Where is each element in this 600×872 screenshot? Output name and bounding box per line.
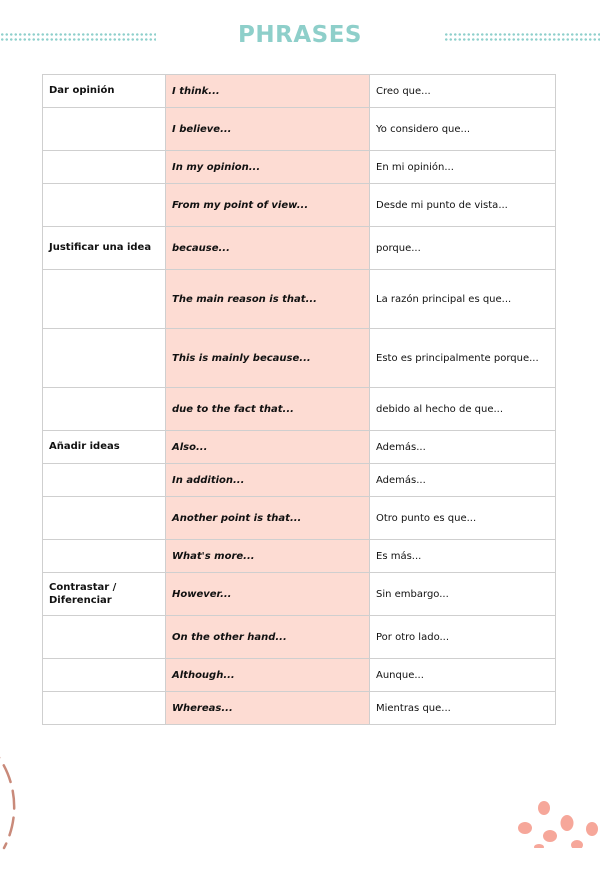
category-cell bbox=[43, 616, 166, 659]
english-phrase-cell: Although... bbox=[166, 659, 370, 692]
table-row bbox=[43, 108, 556, 151]
english-phrase-cell: I believe... bbox=[166, 108, 370, 151]
table-row bbox=[43, 270, 556, 329]
table-row bbox=[43, 659, 556, 692]
table-row bbox=[43, 464, 556, 497]
category-cell bbox=[43, 540, 166, 573]
category-cell bbox=[43, 329, 166, 388]
table-row bbox=[43, 692, 556, 725]
category-cell: Contrastar / Diferenciar bbox=[43, 573, 166, 616]
english-phrase-cell: This is mainly because... bbox=[166, 329, 370, 388]
category-cell: Justificar una idea bbox=[43, 227, 166, 270]
table-row bbox=[43, 497, 556, 540]
english-phrase-cell: From my point of view... bbox=[166, 184, 370, 227]
spanish-translation-cell: Aunque... bbox=[370, 659, 556, 692]
english-phrase-cell: I think... bbox=[166, 75, 370, 108]
table-row bbox=[43, 151, 556, 184]
table-row bbox=[43, 227, 556, 270]
english-phrase-cell: What's more... bbox=[166, 540, 370, 573]
english-phrase-cell: due to the fact that... bbox=[166, 388, 370, 431]
english-phrase-cell: On the other hand... bbox=[166, 616, 370, 659]
table-row bbox=[43, 329, 556, 388]
spanish-translation-cell: Creo que... bbox=[370, 75, 556, 108]
category-cell bbox=[43, 388, 166, 431]
spanish-translation-cell: Por otro lado... bbox=[370, 616, 556, 659]
spanish-translation-cell: Mientras que... bbox=[370, 692, 556, 725]
spanish-translation-cell: Es más... bbox=[370, 540, 556, 573]
category-cell bbox=[43, 270, 166, 329]
category-cell bbox=[43, 497, 166, 540]
english-phrase-cell: Another point is that... bbox=[166, 497, 370, 540]
spanish-translation-cell: Además... bbox=[370, 464, 556, 497]
english-phrase-cell: However... bbox=[166, 573, 370, 616]
table-row bbox=[43, 616, 556, 659]
table-row bbox=[43, 540, 556, 573]
spanish-translation-cell: porque... bbox=[370, 227, 556, 270]
page-title: PHRASES bbox=[238, 22, 362, 48]
table-row bbox=[43, 388, 556, 431]
spanish-translation-cell: Yo considero que... bbox=[370, 108, 556, 151]
category-cell: Añadir ideas bbox=[43, 431, 166, 464]
spanish-translation-cell: Además... bbox=[370, 431, 556, 464]
english-phrase-cell: because... bbox=[166, 227, 370, 270]
category-cell: Dar opinión bbox=[43, 75, 166, 108]
english-phrase-cell: The main reason is that... bbox=[166, 270, 370, 329]
table-row bbox=[43, 573, 556, 616]
table-row bbox=[43, 184, 556, 227]
spanish-translation-cell: Esto es principalmente porque... bbox=[370, 329, 556, 388]
spanish-translation-cell: La razón principal es que... bbox=[370, 270, 556, 329]
spanish-translation-cell: Otro punto es que... bbox=[370, 497, 556, 540]
english-phrase-cell: Also... bbox=[166, 431, 370, 464]
decorative-salmon-spots bbox=[505, 792, 600, 848]
spanish-translation-cell: En mi opinión... bbox=[370, 151, 556, 184]
english-phrase-cell: Whereas... bbox=[166, 692, 370, 725]
category-cell bbox=[43, 692, 166, 725]
english-phrase-cell: In addition... bbox=[166, 464, 370, 497]
table-row bbox=[43, 75, 556, 108]
phrases-table bbox=[42, 74, 556, 725]
table-row bbox=[43, 431, 556, 464]
category-cell bbox=[43, 464, 166, 497]
dotted-divider-right bbox=[444, 32, 600, 42]
spanish-translation-cell: debido al hecho de que... bbox=[370, 388, 556, 431]
category-cell bbox=[43, 151, 166, 184]
category-cell bbox=[43, 659, 166, 692]
english-phrase-cell: In my opinion... bbox=[166, 151, 370, 184]
category-cell bbox=[43, 108, 166, 151]
decorative-arc bbox=[0, 712, 40, 872]
category-cell bbox=[43, 184, 166, 227]
spanish-translation-cell: Sin embargo... bbox=[370, 573, 556, 616]
spanish-translation-cell: Desde mi punto de vista... bbox=[370, 184, 556, 227]
